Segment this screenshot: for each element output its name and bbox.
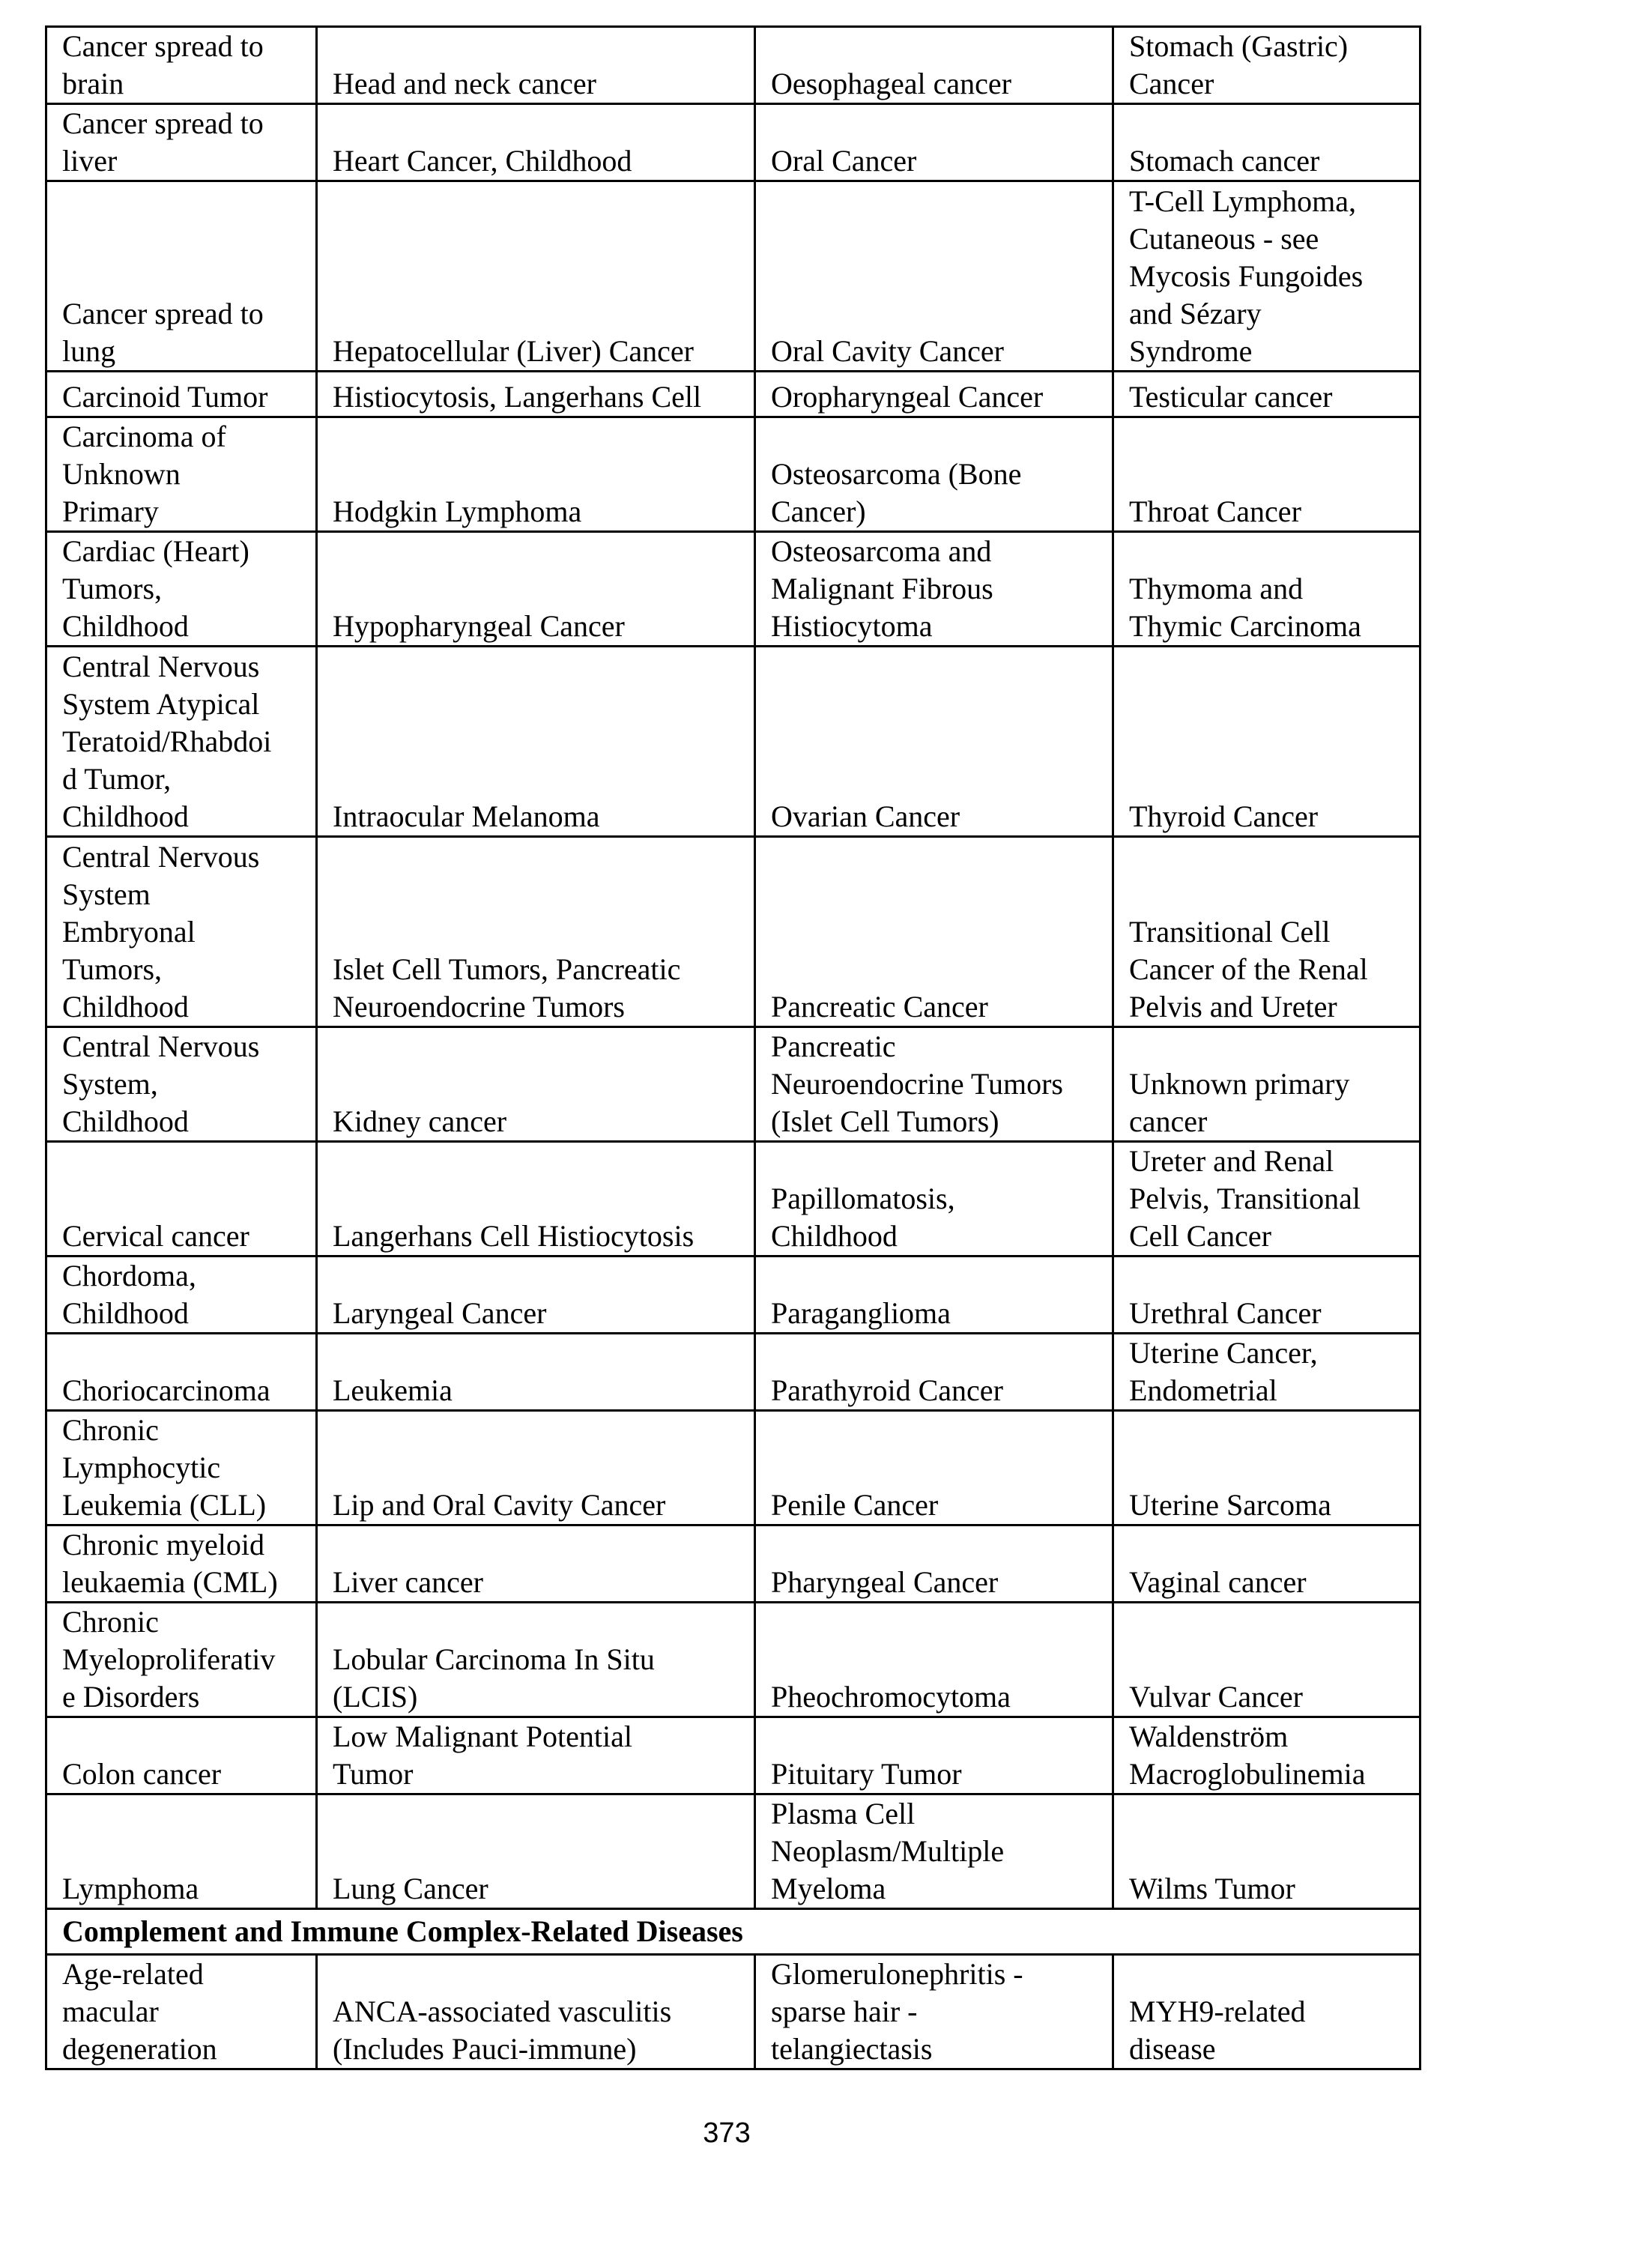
table-row	[46, 104, 1420, 181]
cell-text: ANCA-associated vasculitis (Includes Pauci-immune)	[333, 1995, 672, 2066]
cell-text: Cancer spread to brain	[62, 29, 264, 100]
cell-text: Chordoma, Childhood	[62, 1259, 196, 1330]
table-cell	[1113, 1603, 1420, 1717]
cell-text: Pancreatic Neuroendocrine Tumors (Islet Cell Tumors)	[771, 1029, 1063, 1138]
cell-text: Chronic Lymphocytic Leukemia (CLL)	[62, 1413, 267, 1522]
cell-text: Oropharyngeal Cancer	[771, 380, 1044, 414]
table-cell	[317, 27, 755, 104]
table-row	[46, 532, 1420, 647]
cell-text: Kidney cancer	[333, 1104, 507, 1138]
cell-text: Central Nervous System, Childhood	[62, 1029, 260, 1138]
table-cell	[1113, 1027, 1420, 1142]
table-row	[46, 1334, 1420, 1411]
cell-text: Hepatocellular (Liver) Cancer	[333, 334, 694, 368]
table-cell	[46, 1142, 317, 1257]
disease-table	[45, 25, 1421, 2070]
table-row	[46, 1257, 1420, 1334]
table-row	[46, 1717, 1420, 1794]
table-cell	[46, 837, 317, 1027]
table-cell	[1113, 1142, 1420, 1257]
table-cell	[317, 1334, 755, 1411]
table-cell	[46, 1603, 317, 1717]
table-cell	[755, 104, 1113, 181]
table-cell	[755, 647, 1113, 837]
cell-text: Laryngeal Cancer	[333, 1296, 547, 1330]
cell-text: Oesophageal cancer	[771, 67, 1011, 100]
cell-text: Cervical cancer	[62, 1219, 249, 1253]
cell-text: Ovarian Cancer	[771, 799, 960, 833]
cell-text: Lip and Oral Cavity Cancer	[333, 1488, 666, 1522]
cell-text: Lymphoma	[62, 1872, 199, 1905]
table-cell	[1113, 1717, 1420, 1794]
cell-text: Age-related macular degeneration	[62, 1957, 217, 2066]
table-cell	[755, 1027, 1113, 1142]
table-cell	[317, 1142, 755, 1257]
cell-text: Glomerulonephritis - sparse hair - telangiectasis	[771, 1957, 1023, 2066]
cell-text: Paraganglioma	[771, 1296, 951, 1330]
table-row	[46, 27, 1420, 104]
disease-table-body	[46, 27, 1420, 2069]
table-cell	[1113, 1411, 1420, 1525]
section-heading-row	[46, 1909, 1420, 1955]
table-cell	[1113, 1525, 1420, 1603]
table-cell	[317, 417, 755, 532]
table-cell	[755, 1257, 1113, 1334]
cell-text: Heart Cancer, Childhood	[333, 144, 632, 178]
cell-text: Lung Cancer	[333, 1872, 488, 1905]
table-cell	[1113, 1257, 1420, 1334]
cell-text: Hypopharyngeal Cancer	[333, 609, 625, 643]
table-cell	[1113, 372, 1420, 417]
table-row	[46, 181, 1420, 372]
table-row	[46, 1955, 1420, 2069]
cell-text: Penile Cancer	[771, 1488, 939, 1522]
table-cell	[1113, 1955, 1420, 2069]
section-heading: Complement and Immune Complex-Related Diseases	[46, 1909, 1420, 1955]
table-row	[46, 647, 1420, 837]
cell-text: Urethral Cancer	[1129, 1296, 1322, 1330]
table-row	[46, 372, 1420, 417]
table-cell	[317, 532, 755, 647]
table-cell	[1113, 1334, 1420, 1411]
cell-text: Head and neck cancer	[333, 67, 596, 100]
table-cell	[317, 181, 755, 372]
table-cell	[755, 837, 1113, 1027]
table-cell	[317, 1027, 755, 1142]
table-cell	[755, 27, 1113, 104]
table-cell	[755, 1955, 1113, 2069]
cell-text: Thymoma and Thymic Carcinoma	[1129, 572, 1361, 643]
table-cell	[46, 104, 317, 181]
table-cell	[755, 417, 1113, 532]
table-cell	[1113, 532, 1420, 647]
cell-text: Carcinoid Tumor	[62, 380, 268, 414]
table-cell	[1113, 27, 1420, 104]
table-cell	[46, 27, 317, 104]
table-cell	[317, 1603, 755, 1717]
cell-text: Pancreatic Cancer	[771, 990, 988, 1023]
table-cell	[755, 1603, 1113, 1717]
table-cell	[317, 1955, 755, 2069]
table-cell	[317, 372, 755, 417]
cell-text: Langerhans Cell Histiocytosis	[333, 1219, 695, 1253]
cell-text: Uterine Cancer, Endometrial	[1129, 1336, 1318, 1407]
table-cell	[46, 1257, 317, 1334]
table-cell	[317, 647, 755, 837]
table-cell	[46, 532, 317, 647]
cell-text: Cancer spread to lung	[62, 297, 264, 368]
cell-text: Waldenström Macroglobulinemia	[1129, 1720, 1366, 1791]
cell-text: Carcinoma of Unknown Primary	[62, 420, 226, 528]
table-row	[46, 417, 1420, 532]
table-cell	[755, 1334, 1113, 1411]
table-cell	[755, 1717, 1113, 1794]
cell-text: Histiocytosis, Langerhans Cell	[333, 380, 702, 414]
table-cell	[317, 1525, 755, 1603]
table-cell	[317, 104, 755, 181]
table-row	[46, 1525, 1420, 1603]
table-row	[46, 837, 1420, 1027]
table-cell	[755, 1794, 1113, 1909]
table-cell	[46, 1717, 317, 1794]
cell-text: T-Cell Lymphoma, Cutaneous - see Mycosis Fungoides and Sézary Syndrome	[1129, 184, 1364, 368]
cell-text: Vaginal cancer	[1129, 1565, 1307, 1599]
cell-text: Central Nervous System Atypical Teratoid/Rhabdoi d Tumor, Childhood	[62, 650, 272, 833]
cell-text: Stomach cancer	[1129, 144, 1320, 178]
cell-text: Vulvar Cancer	[1129, 1680, 1303, 1714]
cell-text: Plasma Cell Neoplasm/Multiple Myeloma	[771, 1797, 1005, 1905]
table-cell	[1113, 104, 1420, 181]
cell-text: Hodgkin Lymphoma	[333, 495, 582, 528]
cell-text: Stomach (Gastric) Cancer	[1129, 29, 1349, 100]
table-cell	[317, 837, 755, 1027]
cell-text: Colon cancer	[62, 1757, 222, 1791]
table-cell	[46, 1794, 317, 1909]
cell-text: Central Nervous System Embryonal Tumors, Childhood	[62, 840, 260, 1023]
table-cell	[1113, 417, 1420, 532]
table-row	[46, 1411, 1420, 1525]
cell-text: MYH9-related disease	[1129, 1995, 1306, 2066]
table-row	[46, 1603, 1420, 1717]
cell-text: Osteosarcoma and Malignant Fibrous Histiocytoma	[771, 534, 993, 643]
table-cell	[46, 1334, 317, 1411]
cell-text: Leukemia	[333, 1373, 453, 1407]
cell-text: Chronic myeloid leukaemia (CML)	[62, 1528, 278, 1599]
table-row	[46, 1027, 1420, 1142]
table-row	[46, 1142, 1420, 1257]
table-cell	[46, 417, 317, 532]
cell-text: Pharyngeal Cancer	[771, 1565, 999, 1599]
cell-text: Wilms Tumor	[1129, 1872, 1295, 1905]
cell-text: Ureter and Renal Pelvis, Transitional Cell Cancer	[1129, 1144, 1361, 1253]
table-cell	[755, 532, 1113, 647]
table-cell	[46, 181, 317, 372]
cell-text: Oral Cancer	[771, 144, 917, 178]
table-cell	[317, 1411, 755, 1525]
cell-text: Thyroid Cancer	[1129, 799, 1319, 833]
table-cell	[317, 1717, 755, 1794]
table-cell	[317, 1257, 755, 1334]
table-cell	[46, 1027, 317, 1142]
table-cell	[1113, 181, 1420, 372]
cell-text: Intraocular Melanoma	[333, 799, 600, 833]
table-cell	[46, 1955, 317, 2069]
cell-text: Osteosarcoma (Bone Cancer)	[771, 457, 1022, 528]
cell-text: Papillomatosis, Childhood	[771, 1182, 955, 1253]
cell-text: Chronic Myeloproliferativ e Disorders	[62, 1605, 276, 1714]
table-cell	[755, 1142, 1113, 1257]
table-cell	[46, 1411, 317, 1525]
cell-text: Cardiac (Heart) Tumors, Childhood	[62, 534, 249, 643]
cell-text: Parathyroid Cancer	[771, 1373, 1003, 1407]
table-cell	[317, 1794, 755, 1909]
cell-text: Liver cancer	[333, 1565, 483, 1599]
cell-text: Transitional Cell Cancer of the Renal Pelvis and Ureter	[1129, 915, 1368, 1023]
table-cell	[755, 1411, 1113, 1525]
table-cell	[755, 181, 1113, 372]
table-cell	[1113, 837, 1420, 1027]
cell-text: Lobular Carcinoma In Situ (LCIS)	[333, 1642, 655, 1714]
cell-text: Throat Cancer	[1129, 495, 1301, 528]
cell-text: Oral Cavity Cancer	[771, 334, 1004, 368]
table-cell	[755, 1525, 1113, 1603]
cell-text: Pheochromocytoma	[771, 1680, 1011, 1714]
cell-text: Choriocarcinoma	[62, 1373, 270, 1407]
cell-text: Islet Cell Tumors, Pancreatic Neuroendocrine Tumors	[333, 952, 681, 1023]
cell-text: Testicular cancer	[1129, 380, 1333, 414]
table-cell	[46, 372, 317, 417]
cell-text: Uterine Sarcoma	[1129, 1488, 1331, 1522]
table-cell	[46, 647, 317, 837]
table-cell	[46, 1525, 317, 1603]
cell-text: Pituitary Tumor	[771, 1757, 962, 1791]
cell-text: Unknown primary cancer	[1129, 1067, 1350, 1138]
table-row	[46, 1794, 1420, 1909]
table-cell	[755, 372, 1113, 417]
table-cell	[1113, 647, 1420, 837]
table-cell	[1113, 1794, 1420, 1909]
cell-text: Cancer spread to liver	[62, 106, 264, 178]
page-number: 373	[703, 2117, 751, 2149]
cell-text: Low Malignant Potential Tumor	[333, 1720, 632, 1791]
